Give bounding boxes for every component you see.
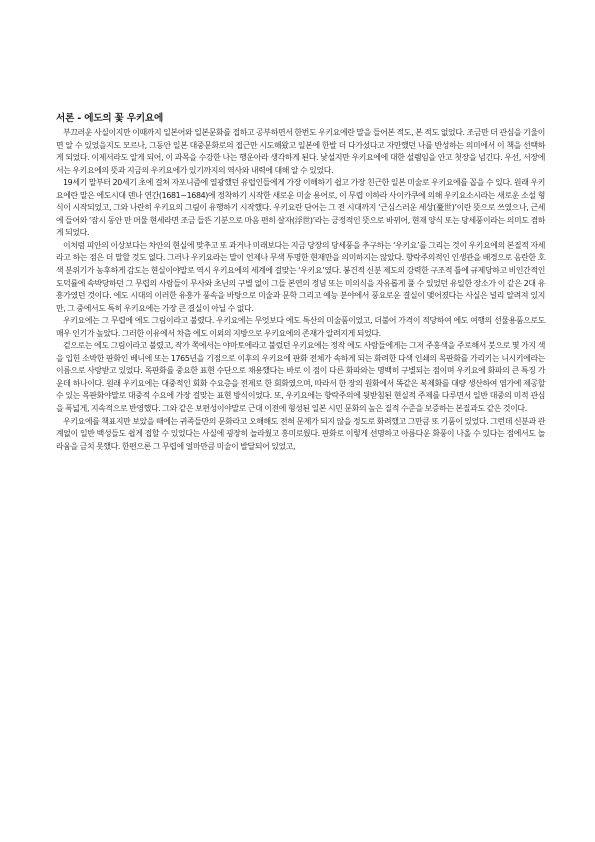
- document-page: [56, 112, 545, 453]
- paragraph-2: 19세기 말부터 20세기 초에 걸쳐 자포니즘에 열광했던 유럽인들에게 가장 이해하기 쉽고 가장 친근한 일본 미술로 우키요에를 꼽을 수 있다. 원래 우키요에란 말은 에도시대 덴나 연간(1681~1684)에 정착하기 시작한 새로운 미술 용어로, 이 무렵 이하라 사이카쿠에 의해 우키요소시라는 새로운 소설 형식이 시작되었고, 그와 나란히 우키요의 그림이 유행하기 시작했다. 우키요란 단어는 그 전 시대까지 ‘근심스러운 세상(憂世)’이란 뜻으로 쓰였으나, 근세에 들어와 ‘잠시 동안 만 머물 현세라면 조금 들뜬 기분으로 마음 편히 살자(浮世)’라는 긍정적인 뜻으로 바뀌어, 현재 양식 또는 당세풍이라는 의미도 겸하게 되었다.: [56, 178, 545, 238]
- section-title: 서론 - 에도의 꽃 우키요에: [56, 113, 164, 124]
- paragraph-3: 이처럼 피안의 이상보다는 차안의 현실에 맞추고 또 과거나 미래보다는 지금 당장의 당세풍을 추구하는 ‘우키요’를 그리는 것이 우키요에의 본질적 자세라고 하는 점은 더 말할 것도 없다. 그러나 우키요라는 말이 언제나 무색 투명한 현재만을 의미하지는 않았다. 향락주의적인 인생관을 배경으로 음란한 호색 분위기가 농후하게 감도는 현실이야말로 역시 우키요에의 세계에 걸맞는 ‘우키요’였다. 봉건적 신분 제도의 강력한 구조적 틀에 규제당하고 비인간적인 도덕률에 속박당하던 그 무렵의 사람들이 무사와 초닌의 구별 없이 그들 본연의 정념 또는 미의식을 자유롭게 풀 수 있었던 유일한 장소가 이 같은 2대 유흥가였던 것이다. 에도 시대의 이러한 유흥가 풍속을 바탕으로 미술과 문학 그리고 예능 분야에서 풍요로운 결실이 맺어졌다는 사실은 널리 알려져 있지만, 그 중에서도 특히 우키요에는 가장 큰 결실이 아닐 수 없다.: [56, 240, 545, 313]
- paragraph-4: 우키요에는 그 무렵에 에도 그림이라고 불렸다. 우키요에는 무엇보다 에도 특산의 미술품이었고, 더불어 가격이 적당하여 에도 여행의 선물용품으로도 매우 인기가 높았다. 그러한 이유에서 차츰 에도 이외의 지방으로 우키요에의 존재가 알려지게 되었다.: [56, 316, 545, 338]
- paragraph-5: 겉으로는 에도 그림이라고 불렸고, 작가 쪽에서는 야마토에라고 불렀던 우키요에는 정작 에도 사람들에게는 그저 주홍색을 주로해서 붓으로 몇 가지 색을 입힌 소박한 판화인 베니에 또는 1765년을 기점으로 이후의 우키요에 판화 전체가 속하게 되는 화려한 다색 인쇄의 목판화를 가리키는 니시키에라는 이름으로 사랑받고 있었다. 목판화를 중요한 표현 수단으로 채용했다는 바로 이 점이 다른 화파와는 명백히 구별되는 점이며 우키요에 화파의 큰 특징 가운데 하나이다. 원래 우키요에는 대중적인 회화 수요층을 전제로 한 회화였으며, 따라서 한 장의 원화에서 똑같은 복제화를 대량 생산하여 염가에 제공할 수 있는 목판화야말로 대중적 수요에 가장 걸맞는 표현 방식이었다. 또, 우키요에는 향락주의에 뒷받침된 현실적 주제를 다루면서 일반 대중의 미적 관심을 폭넓게, 지속적으로 반영했다. 그와 같은 보편성이야말로 근대 이전에 형성된 일본 시민 문화의 높은 질적 수준을 보증하는 본질과도 같은 것이다.: [56, 341, 545, 414]
- paragraph-6: 우키요에를 책표지만 보았을 때에는 귀족들만의 문화라고 오해해도 전혀 문제가 되지 않을 정도로 화려했고 그만큼 또 기품이 있었다. 그런데 신분과 관계없이 일반 백성들도 쉽게 접할 수 있었다는 사실에 굉장히 놀라웠고 흥미로웠다. 판화로 이렇게 선명하고 아름다운 화풍이 나올 수 있다는 점에서도 놀라움을 금치 못했다. 한편으론 그 무렵에 얼마만큼 미술이 발달되어 있었고,: [56, 416, 545, 451]
- paragraph-1: 부끄러운 사실이지만 이때까지 일본어와 일본문화를 접하고 공부하면서 한번도 우키요에란 말을 들어본 적도, 본 적도 없었다. 조금만 더 관심을 기울이면 알 수 있었을지도 모르나, 그동안 일본 대중문화로의 접근만 시도해왔고 일본에 한발 더 다가섰다고 자만했던 나를 반성하는 의미에서 이 책을 선택하게 되었다. 이제서라도 알게 되어, 이 과목을 수강한 나는 행운아라 생각하게 된다. 낯설지만 우키요에에 대한 설렘임을 안고 첫장을 넘긴다. 우선, 서장에서는 우키요에의 뜻과 지금의 우키요에가 있기까지의 역사와 내력에 대해 알 수 있었다.: [56, 128, 545, 175]
